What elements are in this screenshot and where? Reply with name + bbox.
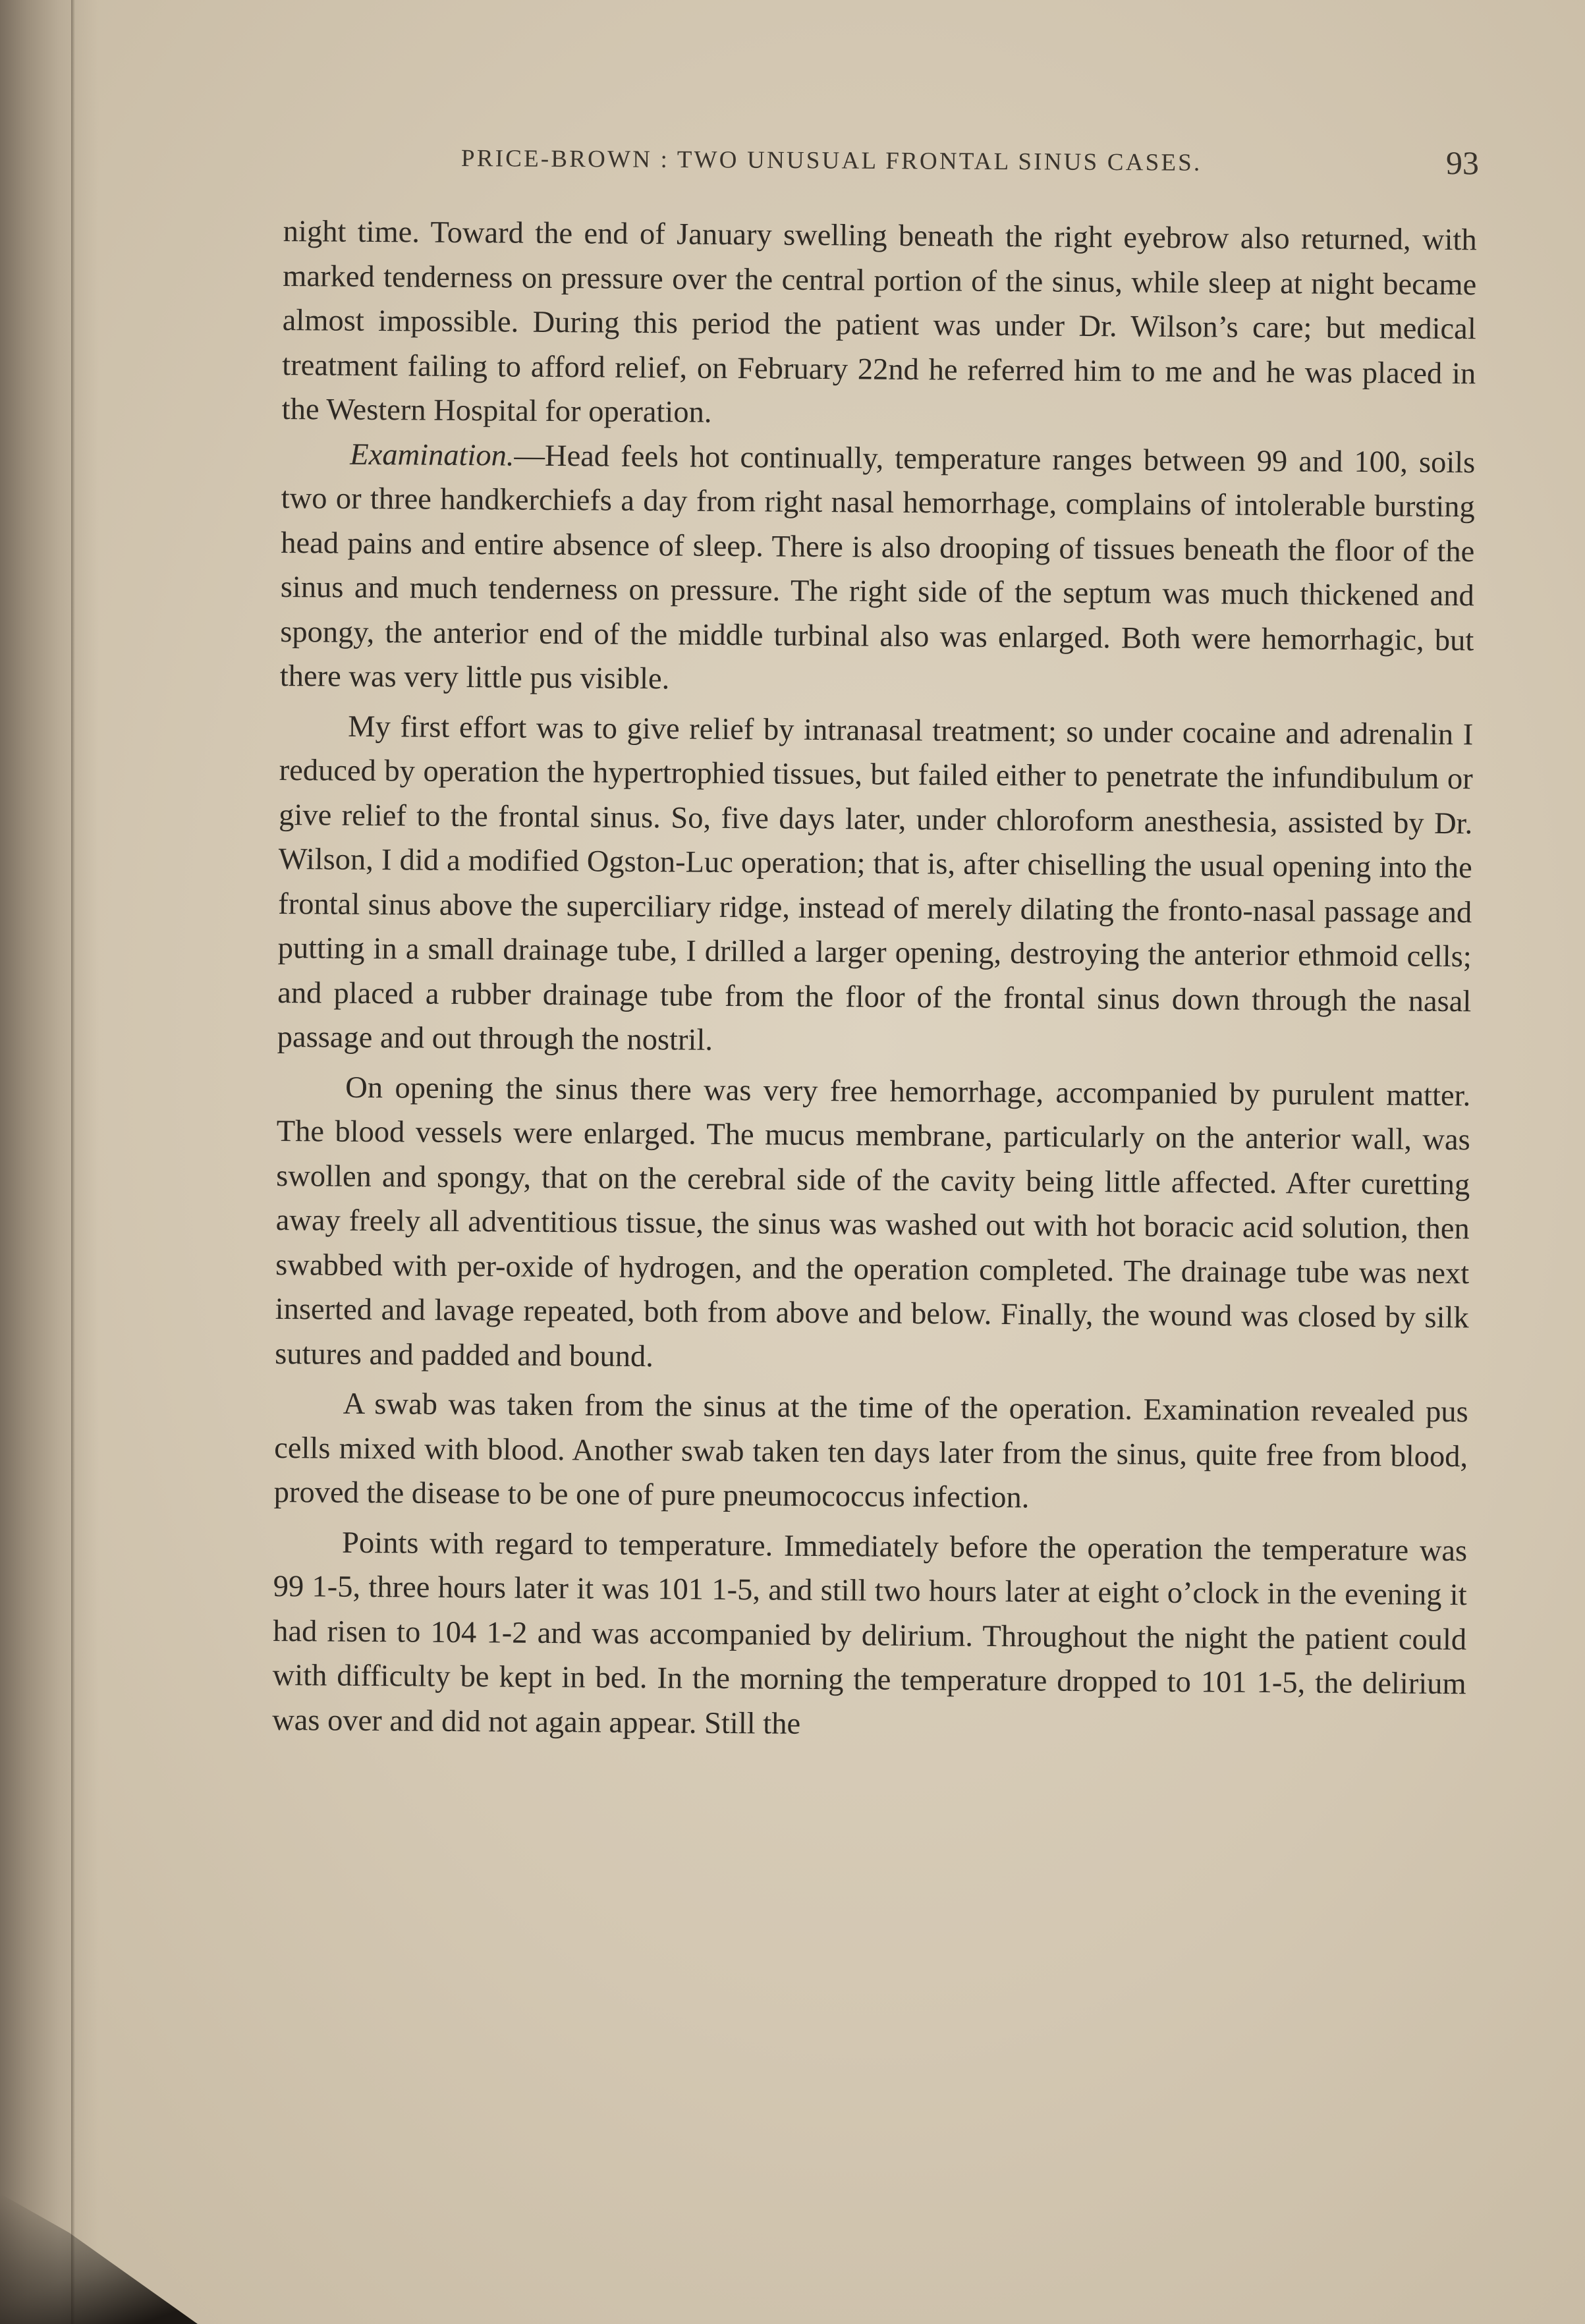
examination-heading: Examination. bbox=[350, 437, 514, 473]
binding-gutter-shadow bbox=[0, 0, 99, 2324]
paragraph-2 bbox=[280, 431, 1476, 707]
running-head: PRICE-BROWN : TWO UNUSUAL FRONTAL SINUS CASES. bbox=[460, 145, 1202, 177]
paragraph-1: night time. Toward the end of January swelling beneath the right eyebrow also returned, with marked tenderness on pressure over the central portion of the sinus, while sleep at night became almost impossible. During this period the patient was under Dr. Wilson’s care; but medical treatment failing to afford relief, on February 22nd he referred him to me and he was placed in the Western Hospital for operation. bbox=[281, 214, 1477, 429]
paragraph-6: Points with regard to temperature. Immediately before the operation the temperature was 99 1-5, three hours later it was 101 1-5, and still two hours later at eight o’clock in the evening it had risen to 104 1-2 and was accompanied by delirium. Throughout the night the patient could with difficulty be kept in bed. In the morning the temperature dropped to 101 1-5, the delirium was over and did not again appear. Still the bbox=[272, 1526, 1468, 1741]
page-corner-shadow bbox=[0, 2194, 198, 2324]
paragraph-4: On opening the sinus there was very free hemorrhage, accompanied by purulent matter. The blood vessels were enlarged. The mucus membrane, particularly on the anterior wall, was swollen and spongy, that on the cerebral side of the cavity being little affected. After curetting away freely all adventitious tissue, the sinus was washed out with hot boracic acid solution, then swabbed with per-oxide of hydrogen, and the operation completed. The drainage tube was next inserted and lavage repeated, both from above and below. Finally, the wound was closed by silk sutures and padded and bound. bbox=[275, 1070, 1471, 1373]
page-number: 93 bbox=[1445, 144, 1480, 182]
page-header bbox=[461, 135, 1479, 187]
paragraph-5: A swab was taken from the sinus at the time of the operation. Examination revealed pus cells mixed with blood. Another swab taken ten days later from the sinus, quite free from blood, proved the disease to be one of pure pneumococcus infection. bbox=[273, 1387, 1468, 1515]
paragraph-2-text: —Head feels hot continually, temperature ranges between 99 and 100, soils two or three handkerchiefs a day from right nasal hemorrhage, complains of intolerable bursting head pains and entire absence of sleep. There is also drooping of tissues beneath the floor of the sinus and much tenderness on pressure. The right side of the septum was much thickened and spongy, the anterior end of the middle turbinal also was enlarged. Both were hemorrhagic, but there was very little pus visible. bbox=[279, 439, 1476, 696]
paragraph-3: My first effort was to give relief by intranasal treatment; so under cocaine and adrenalin I reduced by operation the hypertrophied tissues, but failed either to penetrate the infundibulum or give relief to the frontal sinus. So, five days later, under chloroform anesthesia, assisted by Dr. Wilson, I did a modified Ogston-Luc operation; that is, after chiselling the usual opening into the frontal sinus above the superciliary ridge, instead of merely dilating the fronto-nasal passage and putting in a small drainage tube, I drilled a larger opening, destroying the anterior ethmoid cells; and placed a rubber drainage tube from the floor of the frontal sinus down through the nasal passage and out through the nostril. bbox=[277, 709, 1474, 1057]
binding-gutter-line bbox=[71, 0, 75, 2324]
body-text bbox=[272, 209, 1477, 1751]
